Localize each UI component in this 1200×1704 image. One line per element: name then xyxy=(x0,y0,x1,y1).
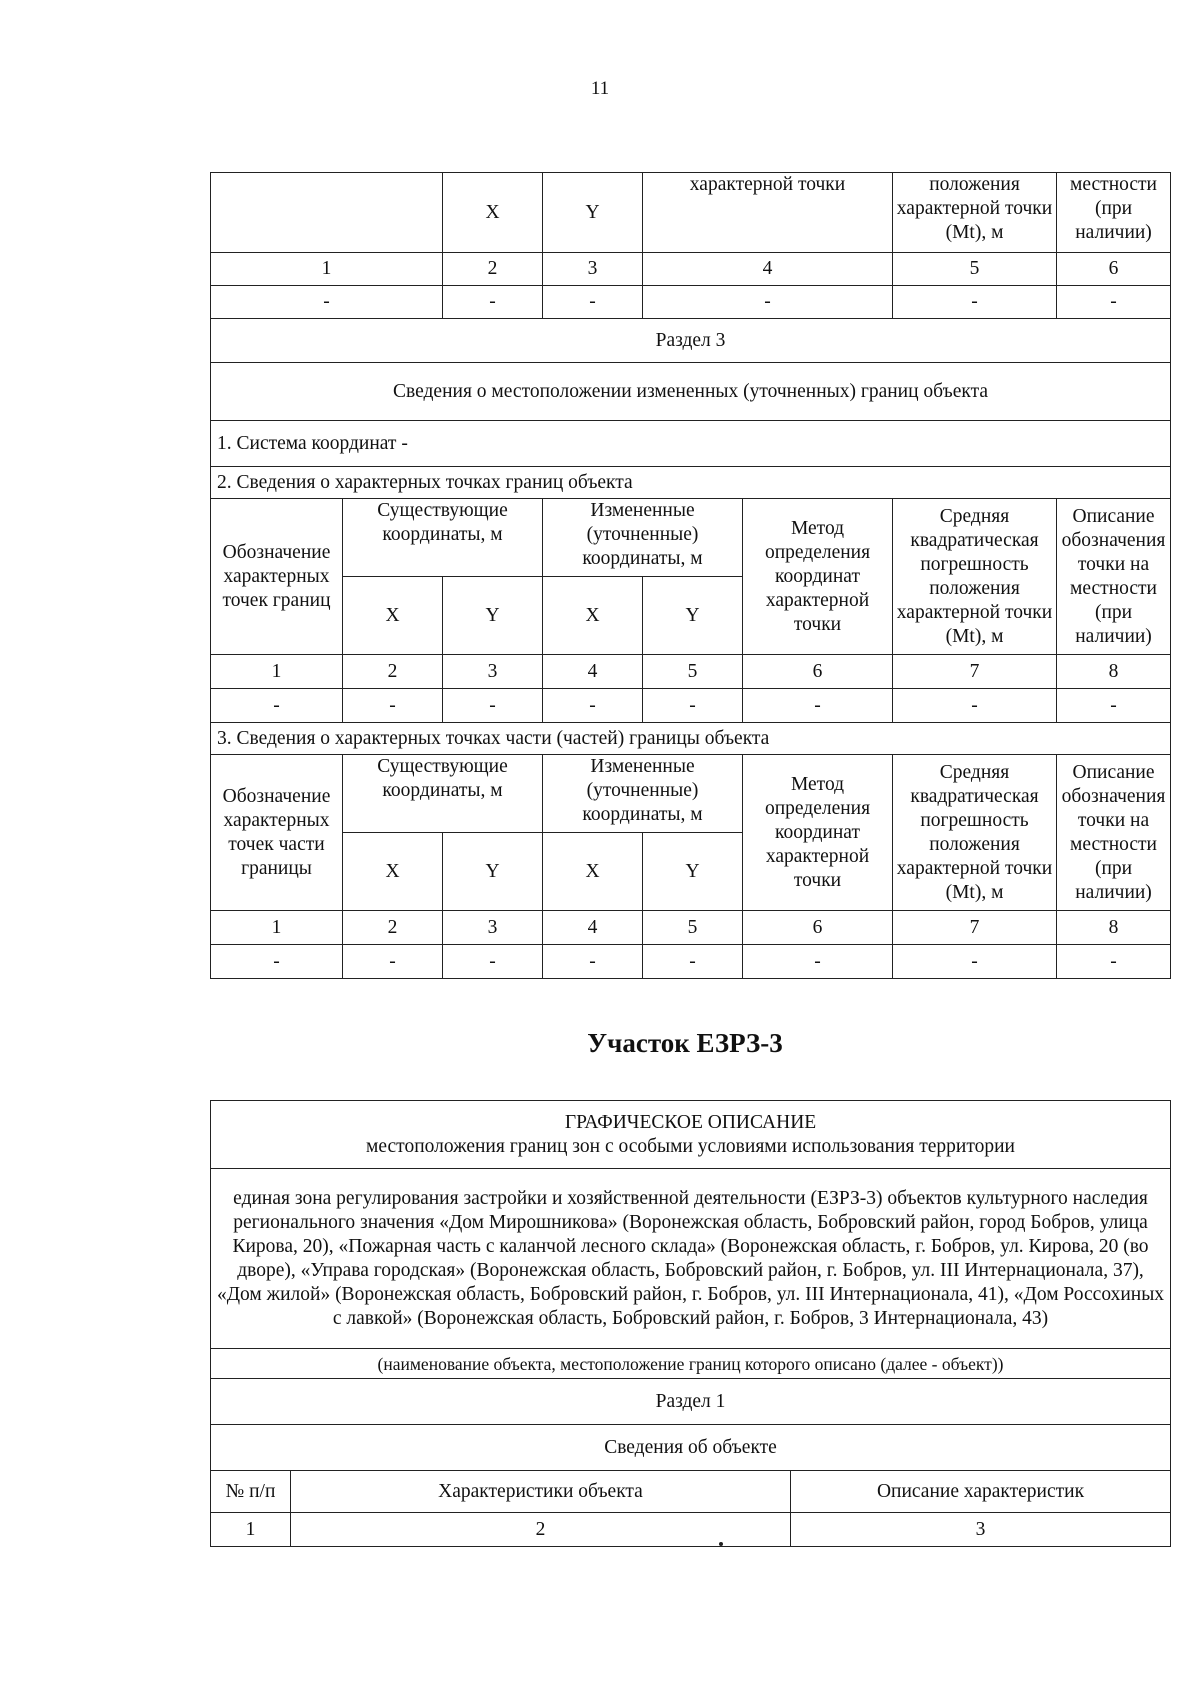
dash-cell: - xyxy=(443,945,543,979)
header-designation: Обозначение характерных точек части границы xyxy=(211,755,343,911)
number-cell: 5 xyxy=(893,253,1057,286)
header-x: X xyxy=(343,577,443,655)
fragment-dash-row xyxy=(211,286,1171,319)
number-cell: 5 xyxy=(643,911,743,945)
header-y: Y xyxy=(643,577,743,655)
header-number: № п/п xyxy=(211,1471,291,1513)
number-cell: 8 xyxy=(1057,655,1171,689)
object-caption: (наименование объекта, местоположение границ которого описано (далее - объект)) xyxy=(211,1349,1171,1379)
header-x: X xyxy=(343,833,443,911)
dash-cell: - xyxy=(543,286,643,319)
number-cell: 8 xyxy=(1057,911,1171,945)
number-cell: 7 xyxy=(893,655,1057,689)
dash-cell: - xyxy=(211,689,343,723)
dash-cell: - xyxy=(893,286,1057,319)
number-cell: 7 xyxy=(893,911,1057,945)
number-cell: 1 xyxy=(211,253,443,286)
fragment-header-cell: Y xyxy=(543,173,643,253)
coord-system-row: 1. Система координат - xyxy=(211,421,1171,467)
points-number-row xyxy=(211,655,1171,689)
header-method: Метод определения координат характерной точки xyxy=(743,499,893,655)
section1-subtitle: Сведения об объекте xyxy=(211,1425,1171,1471)
object-header-row xyxy=(211,1471,1171,1513)
header-characteristics-description: Описание характеристик xyxy=(791,1471,1171,1513)
fragment-number-row xyxy=(211,253,1171,286)
header-y: Y xyxy=(443,577,543,655)
dash-cell: - xyxy=(543,689,643,723)
header-error: Средняя квадратическая погрешность положения характерной точки (Mt), м xyxy=(893,499,1057,655)
header-y: Y xyxy=(443,833,543,911)
graphic-description-table xyxy=(210,1100,1171,1547)
points-section-title: 2. Сведения о характерных точках границ объекта xyxy=(211,467,1171,499)
dash-cell: - xyxy=(743,689,893,723)
dash-cell: - xyxy=(643,689,743,723)
parts-dash-row xyxy=(211,945,1171,979)
scan-dot-mark xyxy=(719,1542,723,1546)
number-cell: 2 xyxy=(443,253,543,286)
header-x: X xyxy=(543,577,643,655)
header-existing: Существующие координаты, м xyxy=(343,499,543,577)
object-number-row xyxy=(211,1513,1171,1547)
header-y: Y xyxy=(643,833,743,911)
section1-title: Раздел 1 xyxy=(211,1379,1171,1425)
plot-heading: Участок ЕЗРЗ-3 xyxy=(587,1028,783,1058)
dash-cell: - xyxy=(443,286,543,319)
parts-number-row xyxy=(211,911,1171,945)
number-cell: 4 xyxy=(543,911,643,945)
number-cell: 1 xyxy=(211,911,343,945)
header-method: Метод определения координат характерной точки xyxy=(743,755,893,911)
number-cell: 3 xyxy=(443,911,543,945)
fragment-header-cell: местности (при наличии) xyxy=(1057,173,1171,253)
graphic-subtitle: местоположения границ зон с особыми условиями использования территории xyxy=(366,1135,1015,1157)
points-dash-row xyxy=(211,689,1171,723)
dash-cell: - xyxy=(211,286,443,319)
dash-cell: - xyxy=(343,689,443,723)
object-description: единая зона регулирования застройки и хозяйственной деятельности (ЕЗРЗ-3) объектов культурного наследия регионального значения «Дом Мирошникова» (Воронежская область, Бобровский район, город Бобров, улица Кирова, 20), «Пожарная часть с каланчой лесного склада» (Воронежская область, г. Бобров, ул. Кирова, 20 (во дворе), «Управа городская» (Воронежская область, Бобровский район, г. Бобров, ул. III Интернационала, 37), «Дом жилой» (Воронежская область, Бобровский район, г. Бобров, ул. III Интернационала, 41), «Дом Россохиных с лавкой» (Воронежская область, Бобровский район, г. Бобров, 3 Интернационала, 43) xyxy=(211,1169,1171,1349)
header-description: Описание обозначения точки на местности (при наличии) xyxy=(1057,499,1171,655)
dash-cell: - xyxy=(211,945,343,979)
dash-cell: - xyxy=(893,945,1057,979)
section3-subtitle: Сведения о местоположении измененных (уточненных) границ объекта xyxy=(211,363,1171,421)
fragment-header-cell: характерной точки xyxy=(643,173,893,253)
dash-cell: - xyxy=(1057,945,1171,979)
coordinates-table xyxy=(210,172,1171,979)
number-cell: 3 xyxy=(791,1513,1171,1547)
number-cell: 6 xyxy=(743,911,893,945)
dash-cell: - xyxy=(643,286,893,319)
dash-cell: - xyxy=(743,945,893,979)
dash-cell: - xyxy=(1057,286,1171,319)
header-changed: Измененные (уточненные) координаты, м xyxy=(543,755,743,833)
number-cell: 4 xyxy=(643,253,893,286)
dash-cell: - xyxy=(343,945,443,979)
dash-cell: - xyxy=(893,689,1057,723)
page-number: 11 xyxy=(590,78,610,99)
parts-section-title: 3. Сведения о характерных точках части (частей) границы объекта xyxy=(211,723,1171,755)
header-existing: Существующие координаты, м xyxy=(343,755,543,833)
number-cell: 3 xyxy=(443,655,543,689)
number-cell: 1 xyxy=(211,1513,291,1547)
number-cell: 2 xyxy=(343,655,443,689)
fragment-header-cell xyxy=(211,173,443,253)
header-description: Описание обозначения точки на местности (при наличии) xyxy=(1057,755,1171,911)
fragment-header-cell: X xyxy=(443,173,543,253)
dash-cell: - xyxy=(543,945,643,979)
graphic-title-cell xyxy=(211,1101,1171,1169)
dash-cell: - xyxy=(1057,689,1171,723)
graphic-title: ГРАФИЧЕСКОЕ ОПИСАНИЕ xyxy=(564,1111,817,1133)
dash-cell: - xyxy=(643,945,743,979)
number-cell: 4 xyxy=(543,655,643,689)
number-cell: 6 xyxy=(1057,253,1171,286)
header-characteristics: Характеристики объекта xyxy=(291,1471,791,1513)
number-cell: 5 xyxy=(643,655,743,689)
number-cell: 1 xyxy=(211,655,343,689)
number-cell: 3 xyxy=(543,253,643,286)
header-error: Средняя квадратическая погрешность положения характерной точки (Mt), м xyxy=(893,755,1057,911)
number-cell: 6 xyxy=(743,655,893,689)
number-cell: 2 xyxy=(291,1513,791,1547)
fragment-header-cell: положения характерной точки (Mt), м xyxy=(893,173,1057,253)
header-designation: Обозначение характерных точек границ xyxy=(211,499,343,655)
fragment-header-row xyxy=(211,173,1171,253)
number-cell: 2 xyxy=(343,911,443,945)
section3-title: Раздел 3 xyxy=(211,319,1171,363)
header-changed: Измененные (уточненные) координаты, м xyxy=(543,499,743,577)
header-x: X xyxy=(543,833,643,911)
dash-cell: - xyxy=(443,689,543,723)
